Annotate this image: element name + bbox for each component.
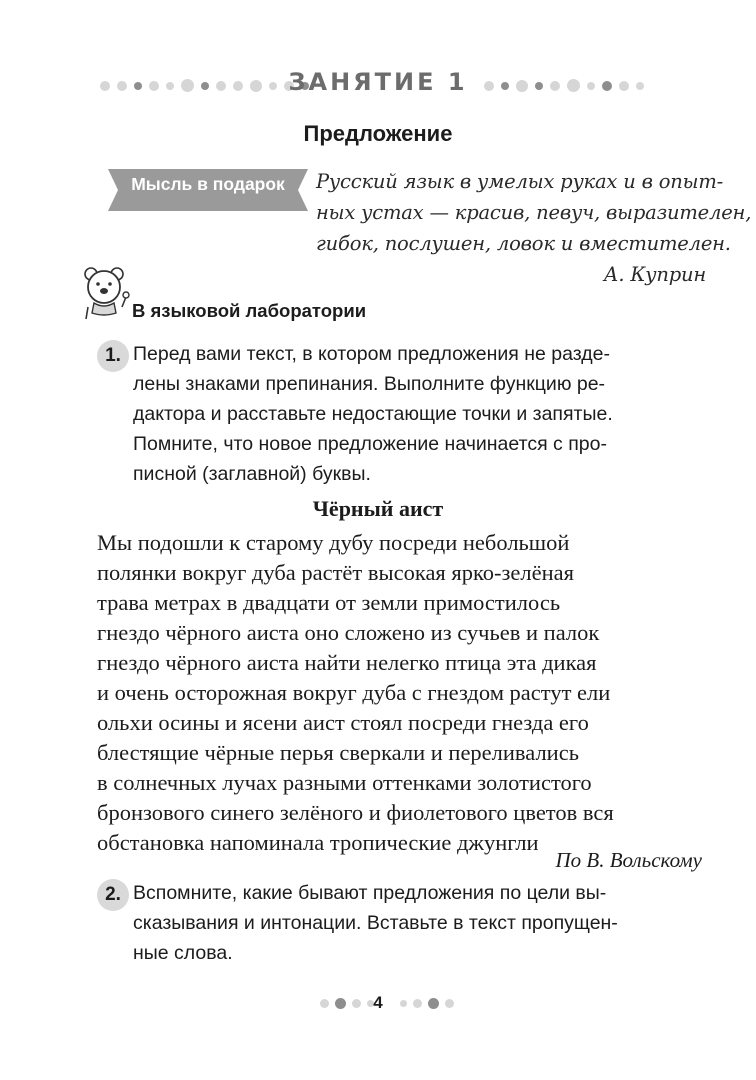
story-line: блестящие чёрные перья сверкали и переливались — [97, 740, 579, 765]
story-line: гнездо чёрного аиста оно сложено из сучьев и палок — [97, 620, 600, 645]
story-line: полянки вокруг дуба растёт высокая ярко-зелёная — [97, 560, 575, 585]
story-line: обстановка напоминала тропические джунгли — [97, 830, 539, 855]
story-line: в солнечных лучах разными оттенками золотистого — [97, 770, 592, 795]
story-title: Чёрный аист — [312, 496, 444, 521]
quote-line: ных устах — красив, певуч, выразителен, — [316, 201, 752, 224]
task-text-line: Перед вами текст, в котором предложения не разде- — [133, 343, 610, 365]
quote-line: Русский язык в умелых руках и в опыт- — [316, 170, 723, 193]
task-number-badge: 1. — [97, 340, 129, 372]
task-text-line: писной (заглавной) буквы. — [133, 463, 371, 485]
bear-icon — [80, 263, 132, 321]
lab-section-title: В языковой лаборатории — [132, 300, 367, 321]
page-number: 4 — [373, 993, 383, 1012]
task-text-line: Помните, что новое предложение начинается с про- — [133, 433, 607, 455]
topic-title: Предложение — [303, 121, 453, 146]
task-number-badge: 2. — [97, 879, 129, 911]
task-text-line: лены знаками препинания. Выполните функцию ре- — [133, 373, 606, 395]
story-line: ольхи осины и ясени аист стоял посреди гнезда его — [97, 710, 589, 735]
task-text-line: Вспомните, какие бывают предложения по цели вы- — [133, 882, 607, 904]
gift-banner-label: Мысль в подарок — [131, 174, 285, 194]
story-line: гнездо чёрного аиста найти нелегко птица эта дикая — [97, 650, 597, 675]
footer-dots-right — [400, 995, 465, 1015]
story-line: и очень осторожная вокруг дуба с гнездом растут ели — [97, 680, 611, 705]
story-line: трава метрах в двадцати от земли примостилось — [97, 590, 561, 615]
story-line: бронзового синего зелёного и фиолетового цветов вся — [97, 800, 614, 825]
quote-author: А. Куприн — [603, 263, 706, 286]
quote-line: гибок, послушен, ловок и вместителен. — [316, 232, 731, 255]
lesson-title: ЗАНЯТИЕ 1 — [288, 68, 468, 96]
task-text-line: ные слова. — [133, 942, 233, 964]
story-author: По В. Вольскому — [555, 848, 702, 872]
task-text-line: дактора и расставьте недостающие точки и запятые. — [133, 403, 613, 425]
task-text-line: сказывания и интонации. Вставьте в текст пропущен- — [133, 912, 618, 934]
story-line: Мы подошли к старому дубу посреди небольшой — [97, 530, 570, 555]
